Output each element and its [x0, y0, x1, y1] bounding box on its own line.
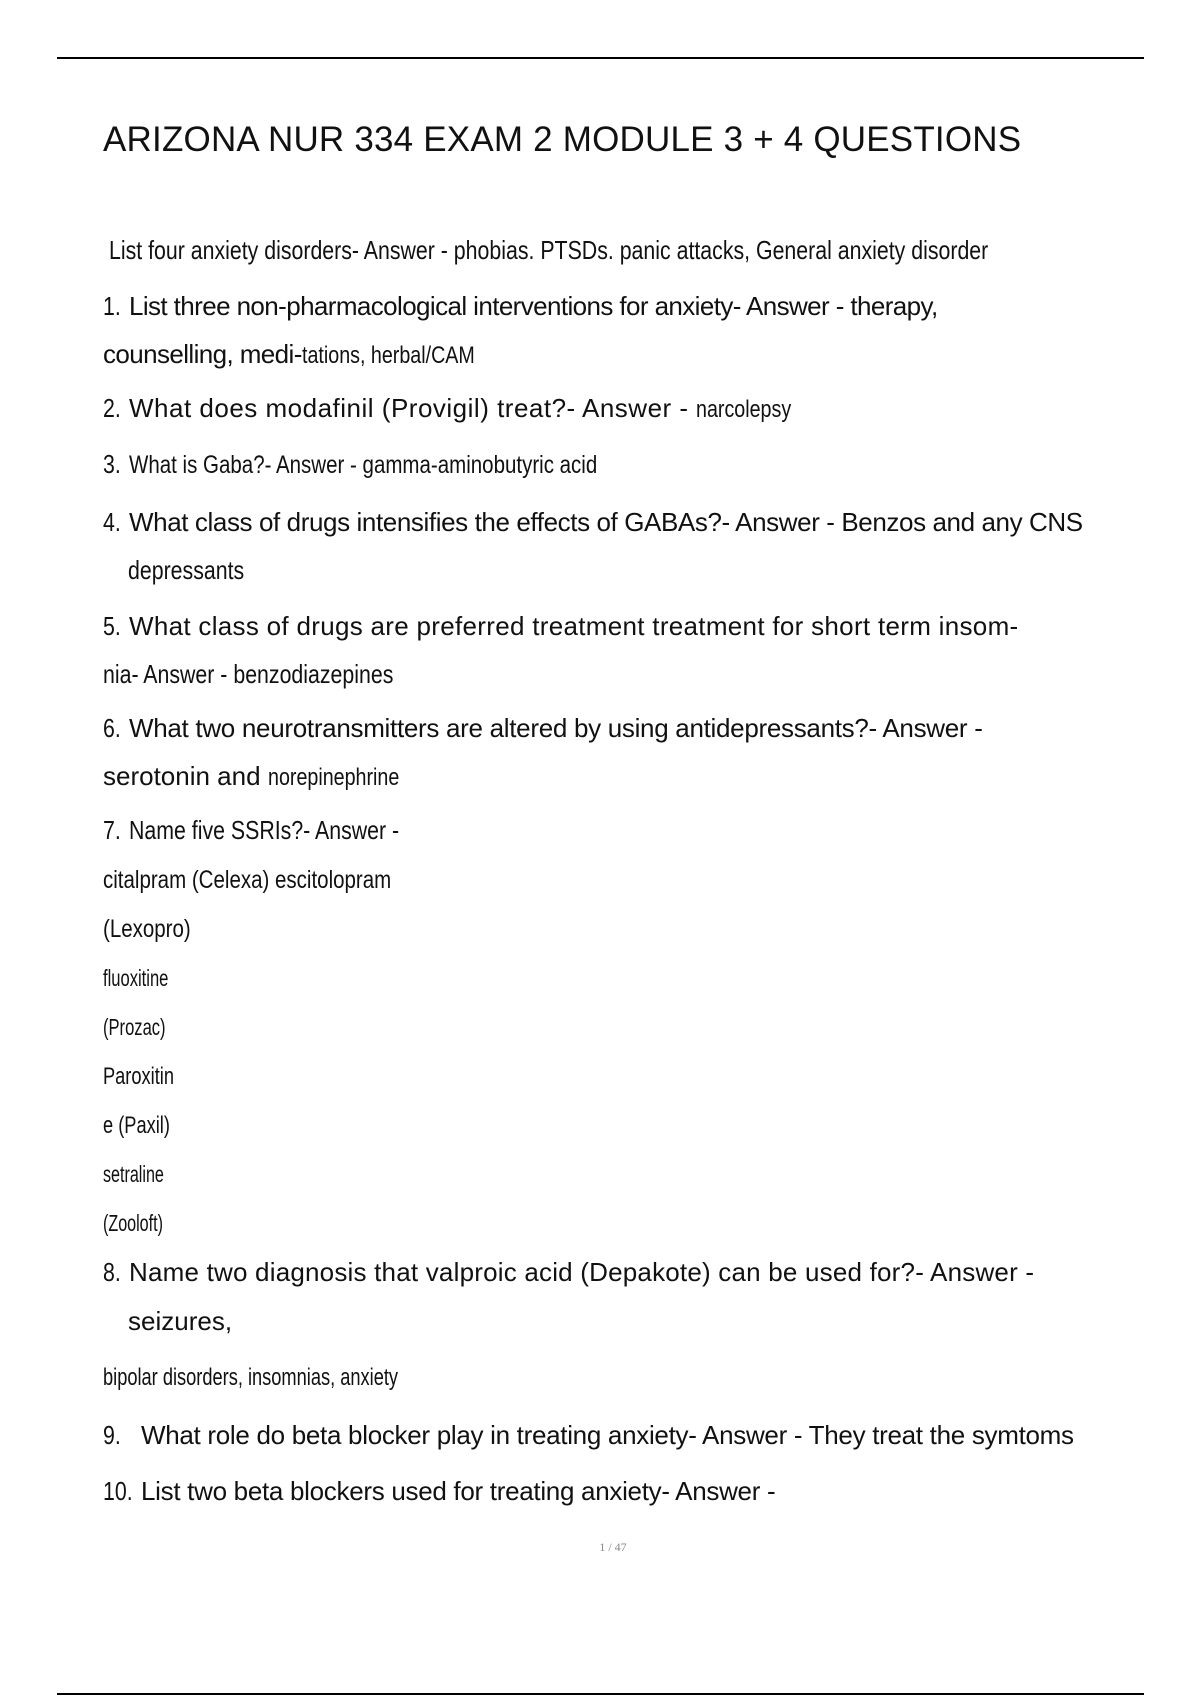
question-number: 6. — [103, 713, 121, 743]
question-8-cont-text: seizures, — [128, 1306, 233, 1336]
question-8-cont — [128, 1306, 232, 1337]
question-5-text: What class of drugs are preferred treatment treatment for short term insom- — [129, 611, 1019, 641]
page-number: 1 / 47 — [599, 1540, 627, 1554]
top-rule — [57, 57, 1144, 59]
question-4-cont — [128, 555, 270, 586]
ssri-item: (Lexopro) — [103, 915, 191, 943]
question-1-cont-a: counselling, medi- — [103, 339, 302, 369]
document-title: ARIZONA NUR 334 EXAM 2 MODULE 3 + 4 QUESTIONS — [103, 120, 1022, 159]
question-8-text: Name two diagnosis that valproic acid (Depakote) can be used for?- Answer - — [129, 1257, 1035, 1287]
question-6-cont-b: norepinephrine — [267, 764, 400, 791]
bottom-rule — [57, 1693, 1144, 1695]
question-number: 10. — [103, 1476, 133, 1506]
ssri-item: setraline — [103, 1161, 164, 1187]
question-6-cont — [103, 761, 428, 792]
question-5-cont — [103, 659, 457, 690]
question-1-cont — [103, 339, 513, 370]
question-5 — [103, 611, 1019, 642]
question-9 — [103, 1420, 1074, 1451]
ssri-item: Paroxitin — [103, 1063, 174, 1090]
question-number: 2. — [103, 393, 121, 423]
ssri-item: (Prozac) — [103, 1014, 166, 1040]
question-1-cont-b: tations, herbal/CAM — [301, 342, 475, 369]
intro-question — [109, 235, 1181, 266]
question-number: 5. — [103, 611, 121, 641]
ssri-item: e (Paxil) — [103, 1112, 170, 1139]
question-5-cont-text: nia- Answer - benzodiazepines — [103, 659, 394, 689]
question-6-text: What two neurotransmitters are altered by using antidepressants?- Answer - — [129, 713, 983, 743]
question-number: 7. — [103, 815, 121, 845]
question-10-text: List two beta blockers used for treating anxiety- Answer - — [141, 1476, 776, 1506]
question-number: 8. — [103, 1257, 121, 1287]
question-1-text: List three non-pharmacological interventions for anxiety- Answer - therapy, — [129, 291, 938, 321]
question-8-cont-2-text: bipolar disorders, insomnias, anxiety — [103, 1364, 399, 1391]
question-7 — [103, 815, 458, 846]
question-6 — [103, 713, 983, 744]
ssri-item: (Zooloft) — [103, 1210, 163, 1236]
question-4 — [103, 507, 1083, 538]
question-1 — [103, 291, 938, 322]
question-3 — [103, 449, 700, 480]
question-2-text: What does modafinil (Provigil) treat?- Answer - — [129, 393, 697, 423]
question-10 — [103, 1476, 775, 1507]
ssri-item: fluoxitine — [103, 965, 169, 991]
question-3-text: What is Gaba?- Answer - gamma-aminobutyric acid — [129, 451, 598, 479]
intro-text: List four anxiety disorders- Answer - phobias. PTSDs. panic attacks, General anxiety disorder — [109, 235, 989, 265]
question-2 — [103, 393, 812, 424]
question-number: 9. — [103, 1420, 121, 1450]
question-8 — [103, 1257, 1034, 1288]
question-8-cont-2 — [103, 1361, 491, 1392]
question-2-answer: narcolepsy — [696, 396, 792, 423]
question-4-cont-text: depressants — [128, 555, 245, 585]
question-number: 3. — [103, 449, 121, 479]
question-7-text: Name five SSRIs?- Answer - — [129, 815, 400, 845]
question-6-cont-a: serotonin and — [103, 761, 268, 791]
question-4-text: What class of drugs intensifies the effects of GABAs?- Answer - Benzos and any CNS — [129, 507, 1083, 537]
question-number: 1. — [103, 291, 121, 321]
ssri-item: citalpram (Celexa) escitolopram — [103, 866, 392, 894]
question-number: 4. — [103, 507, 121, 537]
question-9-text: What role do beta blocker play in treating anxiety- Answer - They treat the symtoms — [141, 1420, 1074, 1450]
